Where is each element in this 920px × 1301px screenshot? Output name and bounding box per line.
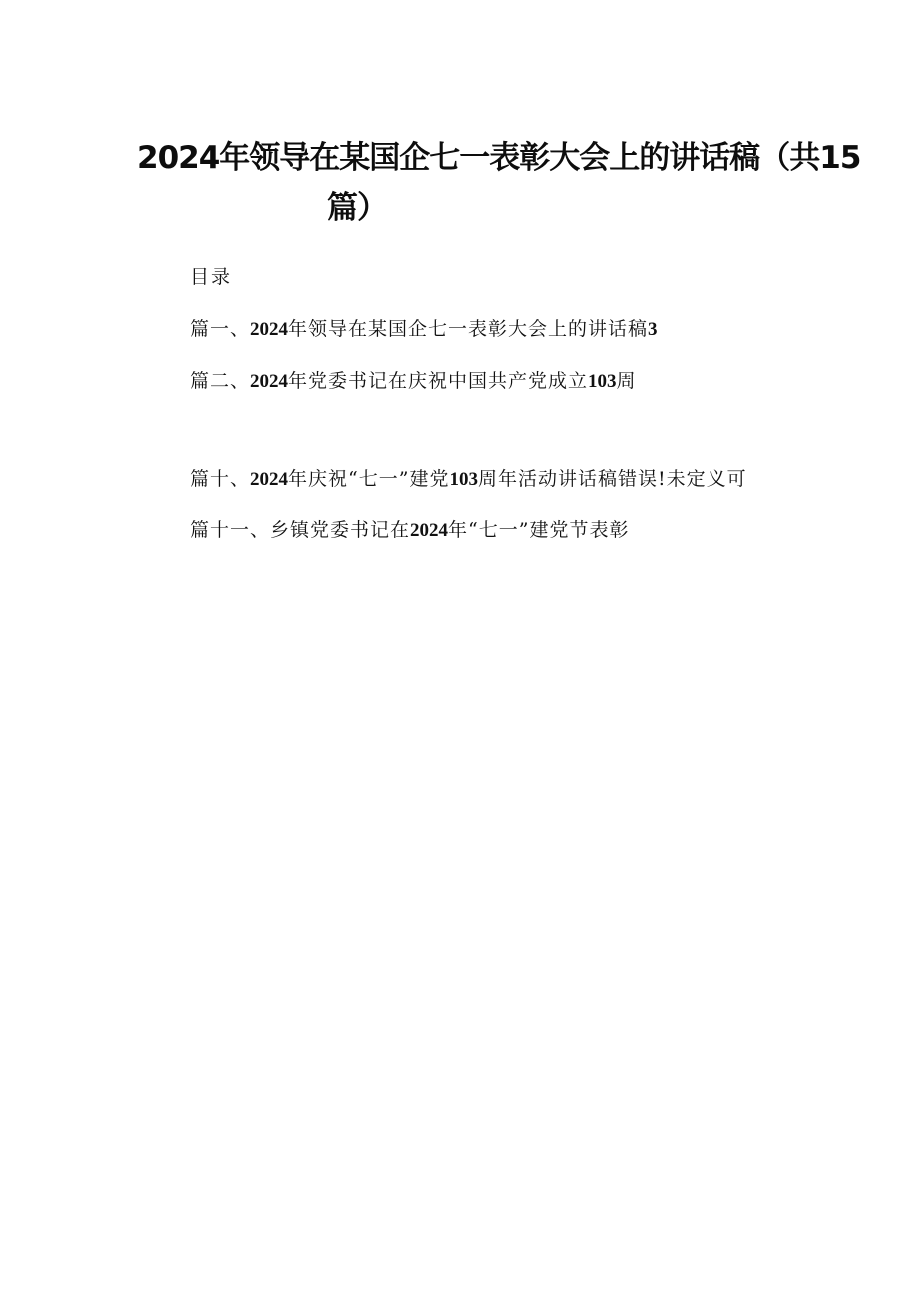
toc-item-text: 年党委书记在庆祝中国共产党成立: [288, 370, 589, 392]
toc-item-1[interactable]: [190, 314, 658, 341]
toc-item-tail: 周年活动讲话稿错误!未定义可: [477, 468, 747, 490]
toc-item-number: 103: [449, 469, 478, 490]
toc-item-4[interactable]: [190, 515, 629, 542]
toc-item-number: 103: [588, 371, 617, 392]
toc-item-prefix: 篇十、: [190, 468, 251, 490]
toc-item-year: 2024: [250, 371, 289, 392]
toc-item-text: 年庆祝“七一”建党: [288, 468, 450, 490]
toc-item-2[interactable]: [190, 366, 637, 393]
toc-item-prefix: 篇十一、乡镇党委书记在: [190, 519, 411, 541]
toc-item-text: 年领导在某国企七一表彰大会上的讲话稿: [288, 318, 649, 340]
toc-item-page-number: 3: [648, 319, 658, 340]
toc-heading: 目录: [190, 266, 233, 288]
toc-item-tail: 周: [616, 370, 637, 392]
toc-item-prefix: 篇一、: [190, 318, 251, 340]
toc-item-text: 年“七一”建党节表彰: [448, 519, 630, 541]
toc-item-year: 2024: [250, 469, 289, 490]
toc-item-year: 2024: [250, 319, 289, 340]
document-title-line-2: 篇）: [327, 190, 387, 226]
document-title-line-1: 2024年领导在某国企七一表彰大会上的讲话稿（共15: [137, 140, 861, 176]
toc-item-3[interactable]: [190, 464, 747, 491]
toc-item-year: 2024: [410, 520, 449, 541]
toc-item-prefix: 篇二、: [190, 370, 251, 392]
